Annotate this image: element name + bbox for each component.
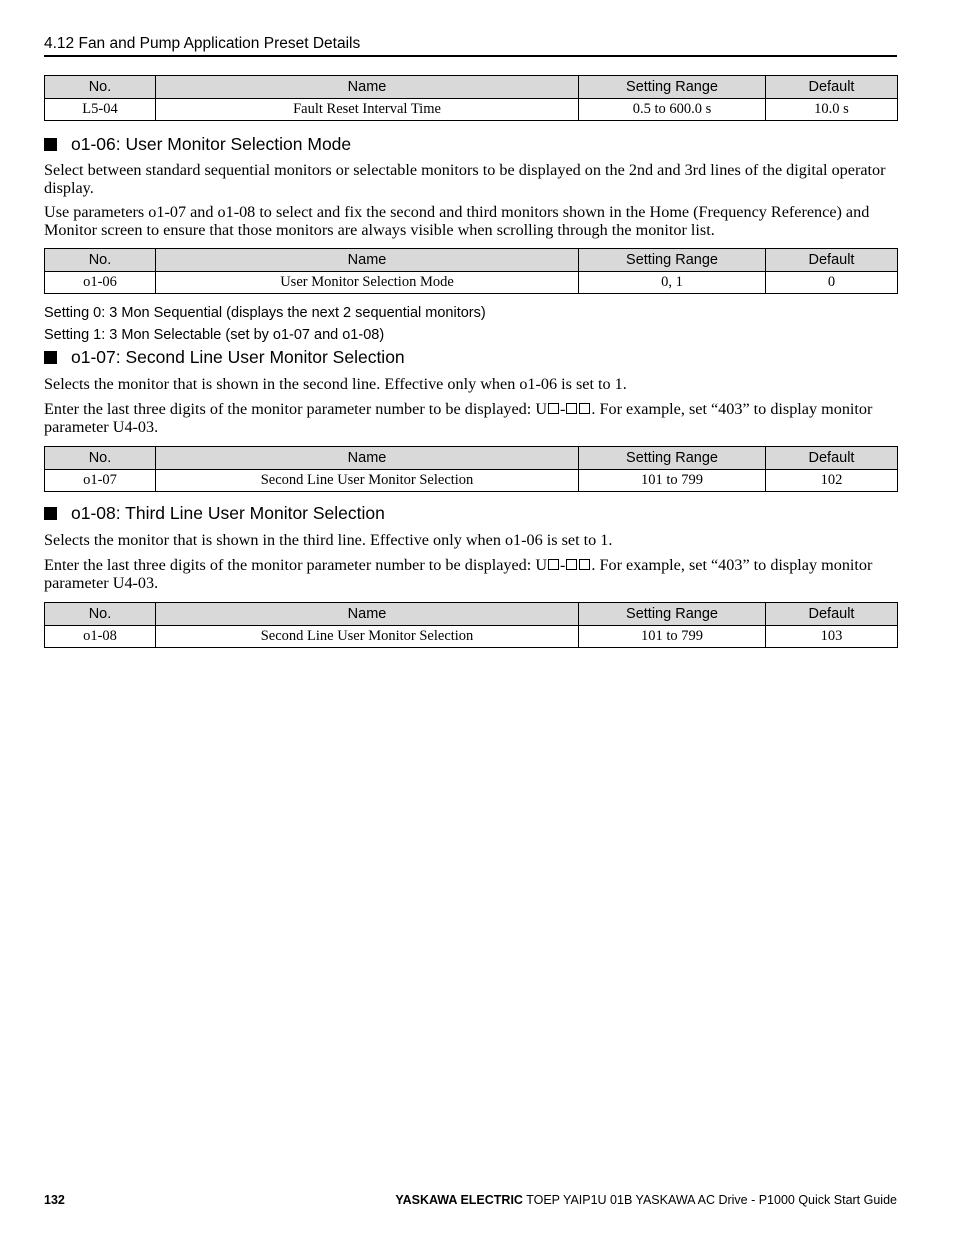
placeholder-box-icon [566, 559, 577, 570]
table-row [45, 99, 898, 121]
section-heading-o1-08 [44, 503, 385, 524]
cell-range: 101 to 799 [579, 470, 766, 492]
section-heading-o1-07 [44, 347, 405, 368]
paragraph: Selects the monitor that is shown in the third line. Effective only when o1-06 is set to 1. [44, 531, 613, 549]
col-header-default: Default [766, 603, 898, 626]
table-row [45, 470, 898, 492]
col-header-default: Default [766, 249, 898, 272]
cell-name: User Monitor Selection Mode [156, 272, 579, 294]
placeholder-box-icon [579, 403, 590, 414]
cell-name: Second Line User Monitor Selection [156, 626, 579, 648]
table-header-row [45, 249, 898, 272]
param-table-o1-08 [44, 602, 898, 648]
cell-range: 0, 1 [579, 272, 766, 294]
paragraph: Selects the monitor that is shown in the second line. Effective only when o1-06 is set to 1. [44, 375, 627, 393]
table-row [45, 626, 898, 648]
table-header-row [45, 603, 898, 626]
bullet-square-icon [44, 507, 57, 520]
cell-default: 103 [766, 626, 898, 648]
cell-name: Second Line User Monitor Selection [156, 470, 579, 492]
paragraph: Select between standard sequential monitors or selectable monitors to be displayed on the 2nd and 3rd lines of the digital operator display. [44, 161, 886, 197]
paragraph-text: Enter the last three digits of the monitor parameter number to be displayed: U [44, 556, 548, 574]
placeholder-box-icon [548, 559, 559, 570]
cell-default: 0 [766, 272, 898, 294]
setting-1-heading: Setting 1: 3 Mon Selectable (set by o1-07 and o1-08) [44, 327, 385, 343]
col-header-range: Setting Range [579, 603, 766, 626]
paragraph-text: - [560, 400, 566, 418]
col-header-range: Setting Range [579, 249, 766, 272]
paragraph-text: . For example, set “403” to display monitor parameter U4-03. [44, 400, 873, 436]
paragraph: Use parameters o1-07 and o1-08 to select and fix the second and third monitors shown in the Home (Frequency Reference) and Monitor screen to ensure that those monitors are always visible when scrolling through the monitor list. [44, 203, 870, 239]
section-heading-o1-06 [44, 134, 351, 155]
placeholder-box-icon [548, 403, 559, 414]
paragraph-text: - [560, 556, 566, 574]
param-table-o1-07 [44, 446, 898, 492]
placeholder-box-icon [579, 559, 590, 570]
col-header-default: Default [766, 76, 898, 99]
cell-default: 102 [766, 470, 898, 492]
cell-no: o1-08 [45, 626, 156, 648]
setting-0-heading: Setting 0: 3 Mon Sequential (displays the next 2 sequential monitors) [44, 305, 486, 321]
col-header-no: No. [45, 76, 156, 99]
col-header-range: Setting Range [579, 447, 766, 470]
col-header-default: Default [766, 447, 898, 470]
footer-brand: YASKAWA ELECTRIC [395, 1193, 523, 1207]
cell-range: 101 to 799 [579, 626, 766, 648]
col-header-no: No. [45, 447, 156, 470]
col-header-name: Name [156, 249, 579, 272]
col-header-no: No. [45, 603, 156, 626]
paragraph-text: Enter the last three digits of the monitor parameter number to be displayed: U [44, 400, 548, 418]
cell-no: o1-06 [45, 272, 156, 294]
cell-no: o1-07 [45, 470, 156, 492]
bullet-square-icon [44, 138, 57, 151]
heading-text: o1-08: Third Line User Monitor Selection [71, 503, 385, 523]
col-header-name: Name [156, 447, 579, 470]
cell-name: Fault Reset Interval Time [156, 99, 579, 121]
table-header-row [45, 447, 898, 470]
footer-doc-info [395, 1193, 897, 1207]
paragraph-text: . For example, set “403” to display monitor parameter U4-03. [44, 556, 873, 592]
placeholder-box-icon [566, 403, 577, 414]
param-table-o1-06 [44, 248, 898, 294]
table-row [45, 272, 898, 294]
paragraph [44, 400, 897, 436]
heading-text: o1-06: User Monitor Selection Mode [71, 134, 352, 154]
cell-no: L5-04 [45, 99, 156, 121]
col-header-no: No. [45, 249, 156, 272]
bullet-square-icon [44, 351, 57, 364]
table-header-row [45, 76, 898, 99]
col-header-name: Name [156, 76, 579, 99]
param-table-l5-04 [44, 75, 898, 121]
heading-text: o1-07: Second Line User Monitor Selection [71, 347, 405, 367]
page-number: 132 [44, 1193, 65, 1207]
col-header-name: Name [156, 603, 579, 626]
running-head: 4.12 Fan and Pump Application Preset Details [44, 35, 897, 57]
col-header-range: Setting Range [579, 76, 766, 99]
cell-range: 0.5 to 600.0 s [579, 99, 766, 121]
paragraph [44, 556, 897, 592]
footer-doc-title: TOEP YAIP1U 01B YASKAWA AC Drive - P1000 Quick Start Guide [522, 1193, 897, 1207]
cell-default: 10.0 s [766, 99, 898, 121]
